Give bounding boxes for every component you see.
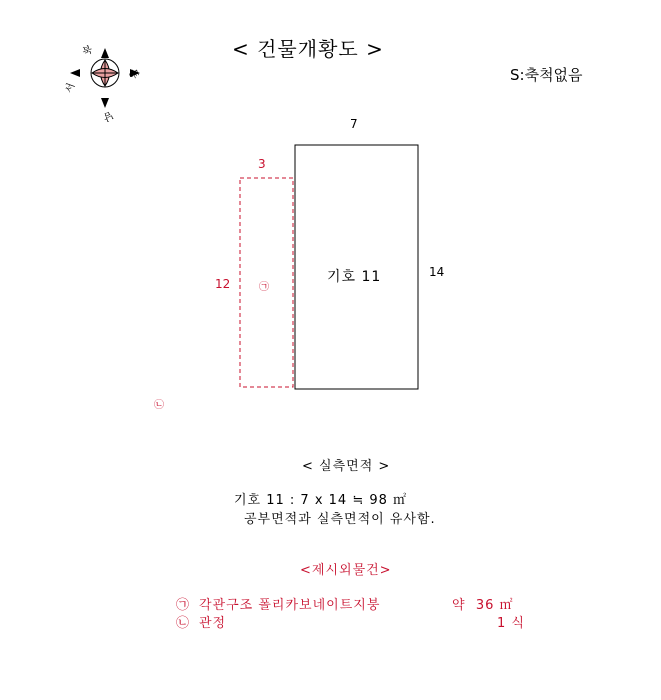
area-remark: 공부면적과 실측면적이 유사함. xyxy=(244,512,436,527)
area-section-title: < 실측면적 > xyxy=(302,459,391,474)
area-calculation: 기호 11 : 7 x 14 ≒ 98 ㎡ xyxy=(234,493,408,508)
excluded-item-quantity: 약 36 ㎡ xyxy=(452,598,514,613)
compass-north-label: 북 xyxy=(81,44,94,59)
excluded-item-description: 각관구조 폴리카보네이트지붕 xyxy=(199,598,381,613)
compass-east-label: 동 xyxy=(126,67,140,81)
main-width-label: 7 xyxy=(350,117,358,131)
annex-width-label: 3 xyxy=(258,157,266,171)
annex-marker: ㉠ xyxy=(259,282,269,293)
compass-south-label: 남 xyxy=(101,108,115,123)
well-marker: ㉡ xyxy=(154,400,164,411)
compass-west-label: 서 xyxy=(63,81,78,95)
excluded-item-quantity: 1 식 xyxy=(497,616,525,631)
excluded-item-marker: ㉠ xyxy=(176,598,191,613)
page-title: < 건물개황도 > xyxy=(232,37,384,61)
main-height-label: 14 xyxy=(429,265,445,279)
excluded-item-marker: ㉡ xyxy=(176,616,191,631)
excluded-section-title: <제시외물건> xyxy=(300,563,392,578)
main-building-label: 기호 11 xyxy=(327,269,382,285)
annex-height-label: 12 xyxy=(215,277,231,291)
excluded-item-description: 관정 xyxy=(199,616,227,631)
scale-note: S:축척없음 xyxy=(510,66,583,84)
